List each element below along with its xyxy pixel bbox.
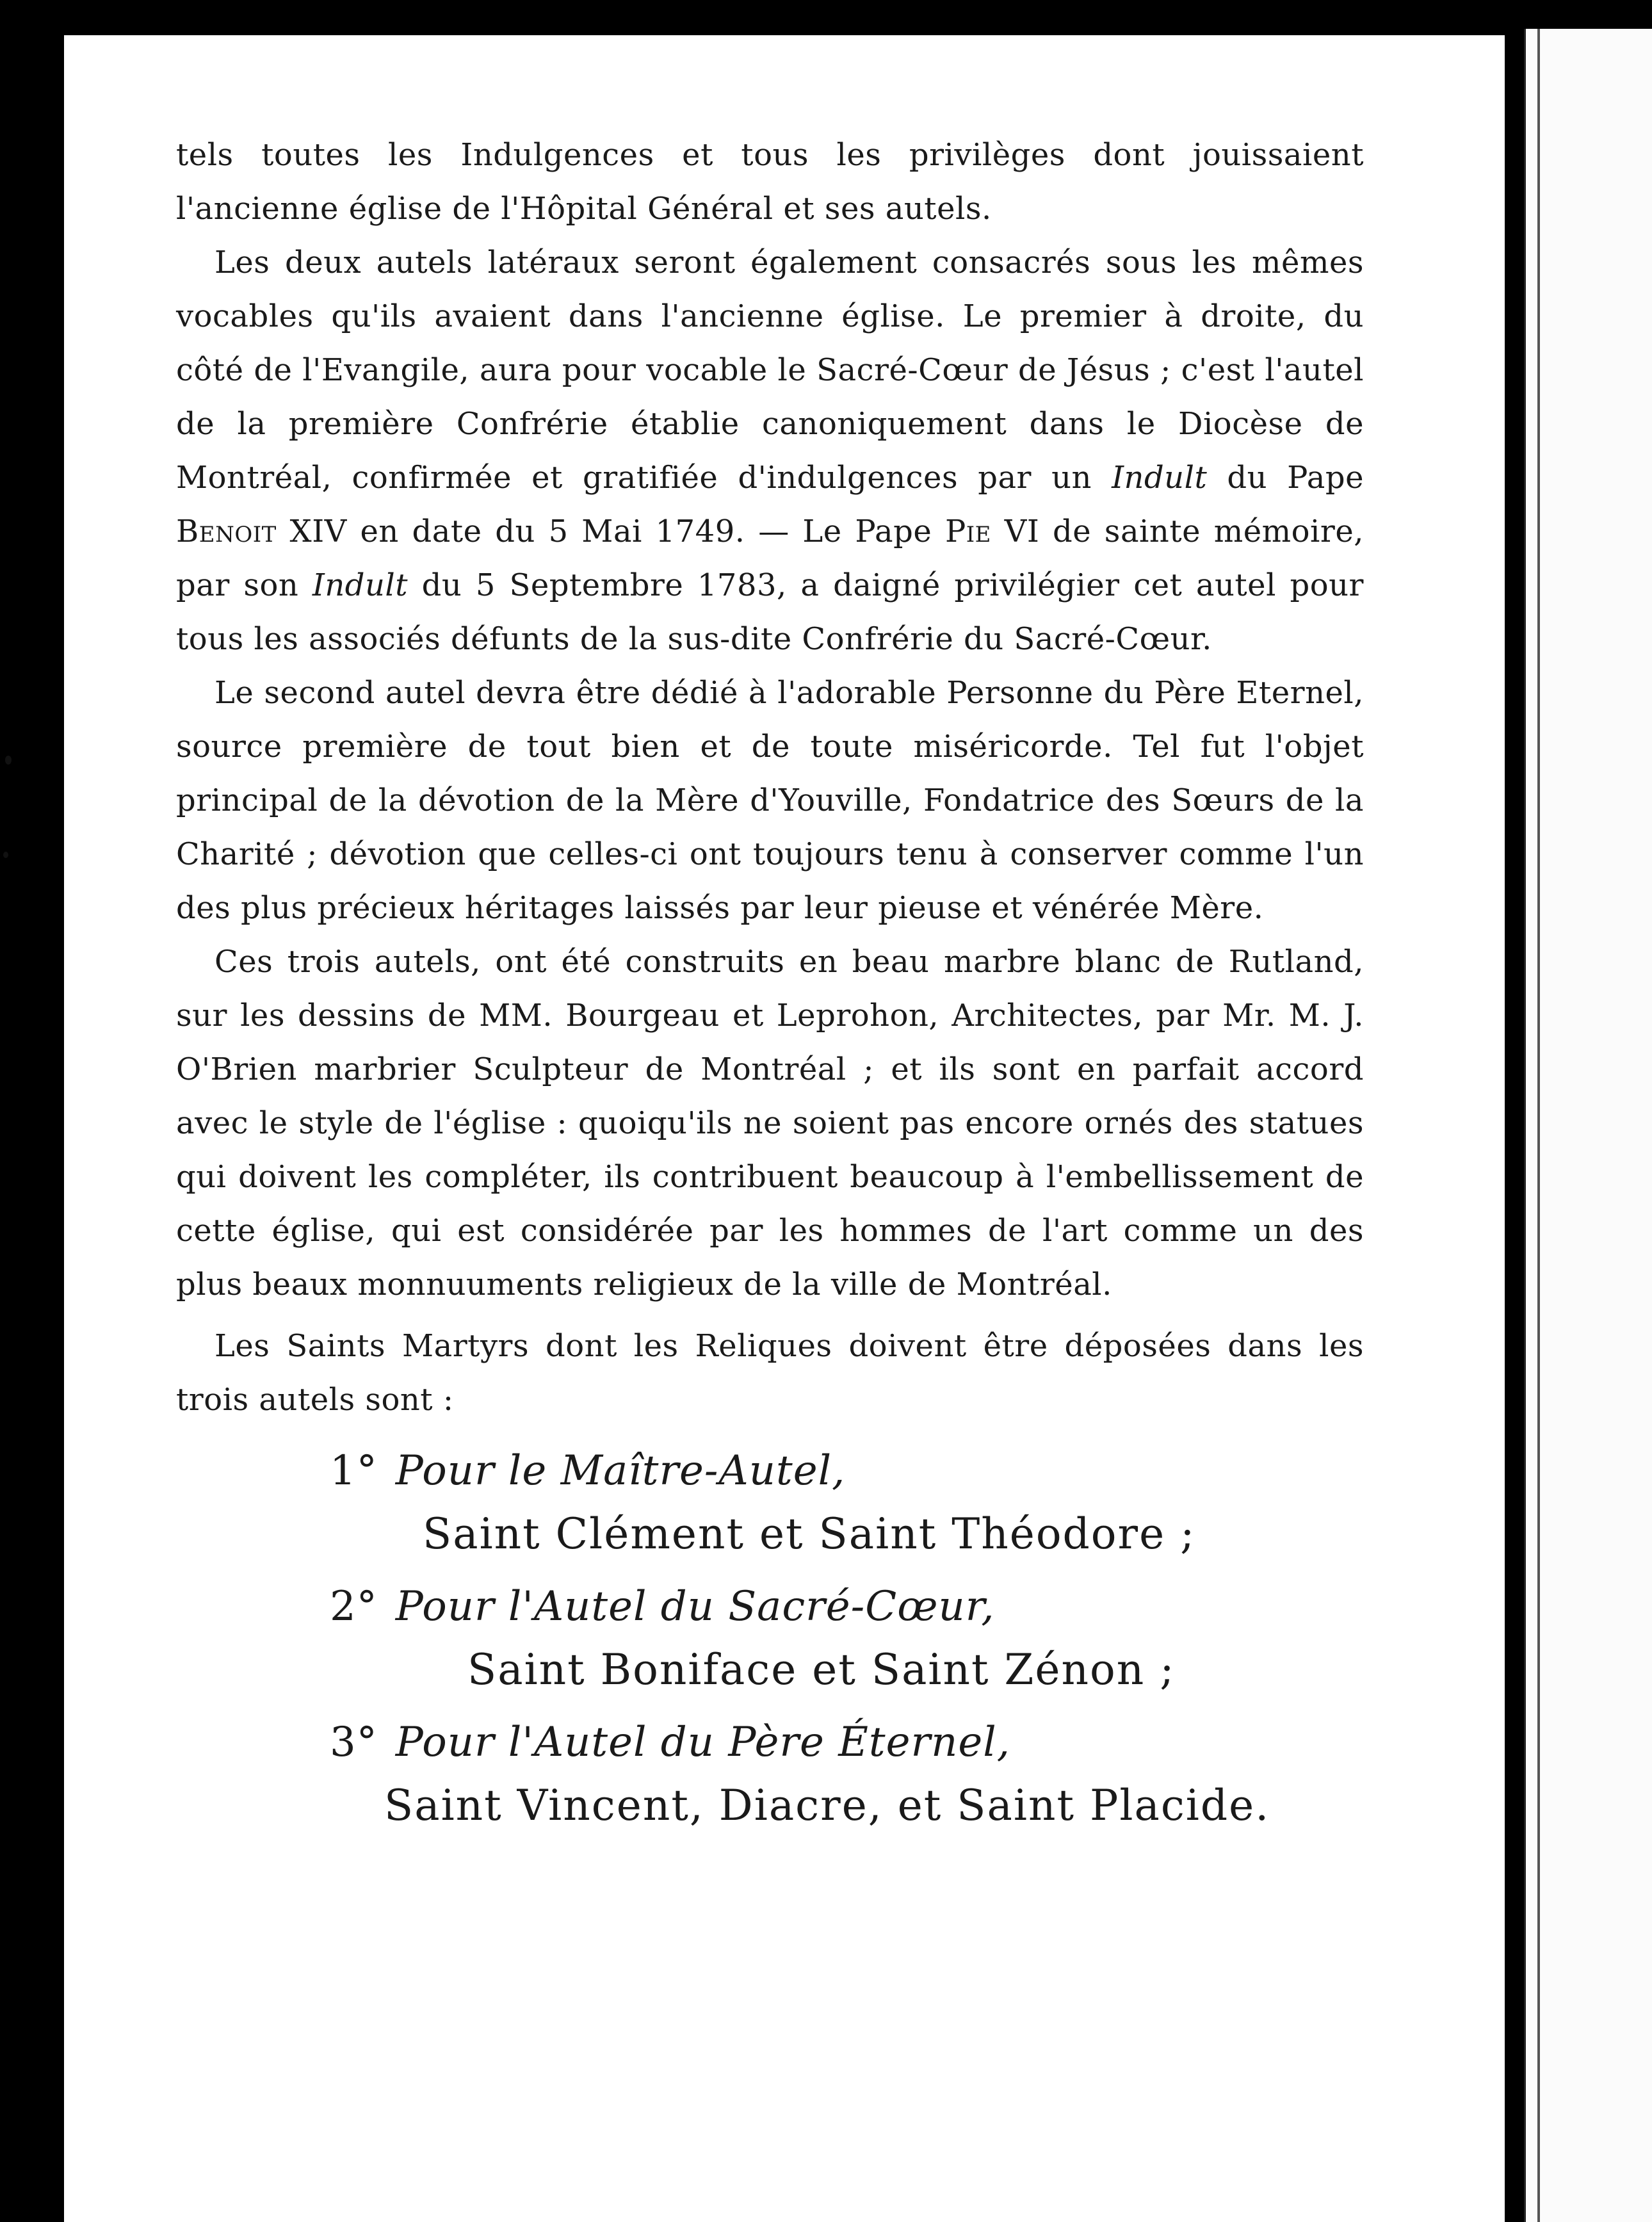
relic-number: 3° <box>330 1719 378 1766</box>
relic-number: 2° <box>330 1583 378 1630</box>
page-text <box>176 128 1364 1847</box>
pope-name-pie: Pie <box>944 514 991 549</box>
text-run: XIV en date du 5 Mai 1749. — Le Pape <box>276 514 945 549</box>
relic-altar-name: Pour l'Autel du Père Éternel, <box>395 1719 1010 1766</box>
relic-saints: Saint Vincent, Diacre, et Saint Placide. <box>384 1781 1270 1830</box>
indult-term: Indult <box>312 567 409 603</box>
relics-list <box>176 1439 1364 1838</box>
page-edge-line <box>1537 29 1540 2222</box>
paragraph-side-altars <box>176 236 1364 666</box>
relic-altar <box>176 1439 1364 1502</box>
relic-altar <box>176 1711 1364 1774</box>
text-run: Les deux autels latéraux seront également consacrés sous les mêmes vocables qu'ils avaient dans l'ancienne église. Le premier à droite, du côté de l'Evangile, aura pour vocable le Sacré-Cœur de Jésus ; c'est l'autel de la première Confrérie établie canoniquement dans le Diocèse de Montréal, confirmée et gratifiée d'indulgences par un <box>176 245 1364 496</box>
relic-altar-name: Pour le Maître-Autel, <box>395 1447 846 1495</box>
relic-altar <box>176 1575 1364 1638</box>
scan-speck <box>5 756 12 765</box>
paragraph-continued: tels toutes les Indulgences et tous les privilèges dont jouissaient l'ancienne église de l'Hôpital Général et ses autels. <box>176 137 1364 227</box>
relic-number: 1° <box>330 1447 378 1495</box>
relic-item <box>176 1711 1364 1838</box>
facing-page-edge <box>1524 29 1652 2222</box>
relic-altar-name: Pour l'Autel du Sacré-Cœur, <box>395 1583 995 1630</box>
relic-item <box>176 1439 1364 1566</box>
relic-item <box>176 1575 1364 1702</box>
text-run: du 5 Septembre 1783, a daigné privilégier cet autel pour tous les associés défunts de la sus-dite Confrérie du Sacré-Cœur. <box>176 567 1364 657</box>
relic-saints: Saint Boniface et Saint Zénon ; <box>467 1645 1176 1694</box>
relic-saints: Saint Clément et Saint Théodore ; <box>423 1509 1196 1559</box>
paragraph-construction: Ces trois autels, ont été construits en beau marbre blanc de Rutland, sur les dessins de MM. Bourgeau et Leprohon, Architectes, par Mr. M. J. O'Brien marbrier Sculpteur de Montréal ; et ils sont en parfait accord avec le style de l'église : quoiqu'ils ne soient pas encore ornés des statues qui doivent les compléter, ils contribuent beaucoup à l'embellissement de cette église, qui est considérée par les hommes de l'art comme un des plus beaux monnuuments religieux de la ville de Montréal. <box>176 944 1364 1302</box>
text-run: du Pape <box>1207 460 1365 496</box>
indult-term: Indult <box>1112 460 1208 496</box>
scan-speck <box>3 852 8 858</box>
paragraph-relics-intro: Les Saints Martyrs dont les Reliques doivent être déposées dans les trois autels sont : <box>176 1328 1364 1418</box>
pope-name-benoit: Benoit <box>176 514 277 549</box>
paragraph-second-altar: Le second autel devra être dédié à l'adorable Personne du Père Eternel, source première de tout bien et de toute miséricorde. Tel fut l'objet principal de la dévotion de la Mère d'Youville, Fondatrice des Sœurs de la Charité ; dévotion que celles-ci ont toujours tenu à conserver comme l'un des plus précieux héritages laissés par leur pieuse et vénérée Mère. <box>176 675 1364 926</box>
text-run: VI de sainte mémoire, par son <box>176 514 1365 603</box>
